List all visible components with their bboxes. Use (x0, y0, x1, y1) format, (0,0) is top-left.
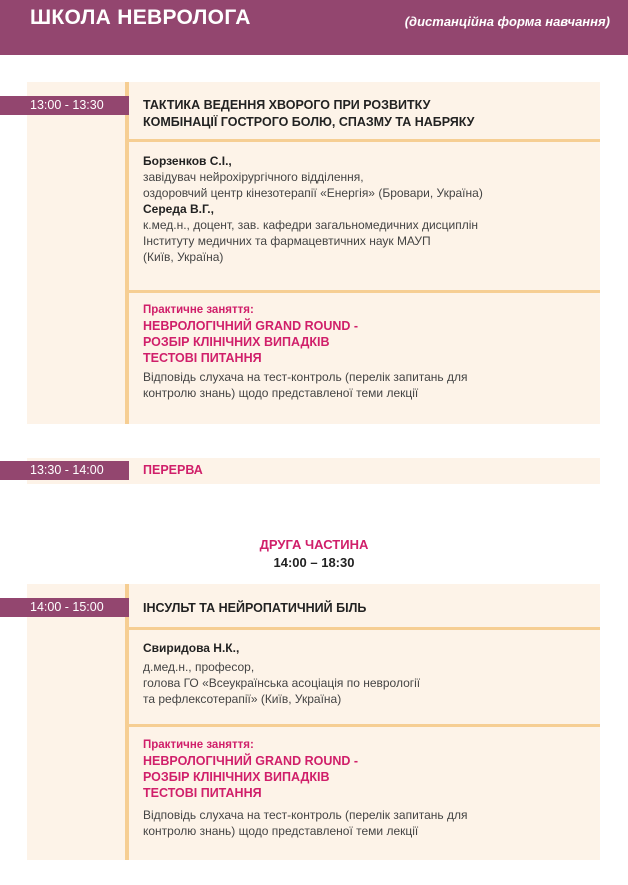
speaker-detail: д.мед.н., професор, (143, 660, 255, 674)
session2-title (143, 600, 366, 617)
session2-divider (129, 724, 600, 727)
practice-description: Відповідь слухача на тест-контроль (перелік запитань для (143, 808, 468, 822)
session1-divider (129, 290, 600, 293)
part2-time: 14:00 – 18:30 (273, 555, 355, 570)
session2-time: 14:00 - 15:00 (0, 598, 129, 617)
session1-title-line: КОМБІНАЦІЇ ГОСТРОГО БОЛЮ, СПАЗМУ ТА НАБРЯКУ (143, 115, 475, 129)
part2-title: ДРУГА ЧАСТИНА (259, 537, 369, 552)
practice-title: НЕВРОЛОГІЧНИЙ GRAND ROUND - (143, 754, 359, 768)
practice-label: Практичне заняття: (143, 739, 254, 751)
practice-title: РОЗБІР КЛІНІЧНИХ ВИПАДКІВ (143, 770, 330, 784)
break-time: 13:30 - 14:00 (0, 461, 129, 480)
speaker-detail: та рефлексотерапії» (Київ, Україна) (143, 692, 342, 706)
session2-divider (129, 627, 600, 630)
practice-description: контролю знань) щодо представленої теми лекції (143, 386, 419, 400)
practice-label: Практичне заняття: (143, 304, 254, 316)
page-subtitle: (дистанційна форма навчання) (404, 14, 610, 29)
speaker-detail: (Київ, Україна) (143, 250, 224, 264)
session2-speakers (143, 640, 420, 707)
session1-title (143, 97, 474, 131)
practice-title: ТЕСТОВІ ПИТАННЯ (143, 351, 262, 365)
speaker-detail: оздоровчий центр кінезотерапії «Енергія» (Бровари, Україна) (143, 186, 483, 200)
speaker-name: Борзенков С.І., (143, 154, 232, 168)
practice-title: РОЗБІР КЛІНІЧНИХ ВИПАДКІВ (143, 335, 330, 349)
speaker-name: Середа В.Г., (143, 202, 214, 216)
practice-title: НЕВРОЛОГІЧНИЙ GRAND ROUND - (143, 319, 359, 333)
practice-title: ТЕСТОВІ ПИТАННЯ (143, 786, 262, 800)
speaker-detail: к.мед.н., доцент, зав. кафедри загальномедичних дисциплін (143, 218, 479, 232)
speaker-detail: Інституту медичних та фармацевтичних наук МАУП (143, 234, 431, 248)
speaker-detail: завідувач нейрохірургічного відділення, (143, 170, 364, 184)
session1-title-line: ТАКТИКА ВЕДЕННЯ ХВОРОГО ПРИ РОЗВИТКУ (143, 98, 431, 112)
speaker-name: Свиридова Н.К., (143, 641, 240, 655)
session1-practice (143, 302, 468, 401)
practice-description: Відповідь слухача на тест-контроль (перелік запитань для (143, 370, 468, 384)
break-label: ПЕРЕРВА (143, 463, 203, 477)
page-title: ШКОЛА НЕВРОЛОГА (30, 6, 251, 29)
session2-title-line: ІНСУЛЬТ ТА НЕЙРОПАТИЧНИЙ БІЛЬ (143, 601, 367, 615)
session2-practice (143, 737, 468, 839)
session1-divider (129, 139, 600, 142)
session1-time: 13:00 - 13:30 (0, 96, 129, 115)
practice-description: контролю знань) щодо представленої теми лекції (143, 824, 419, 838)
session1-speakers (143, 153, 483, 265)
session2-divider-vertical (125, 584, 129, 860)
speaker-detail: голова ГО «Всеукраїнська асоціація по неврології (143, 676, 421, 690)
session1-divider-vertical (125, 82, 129, 424)
